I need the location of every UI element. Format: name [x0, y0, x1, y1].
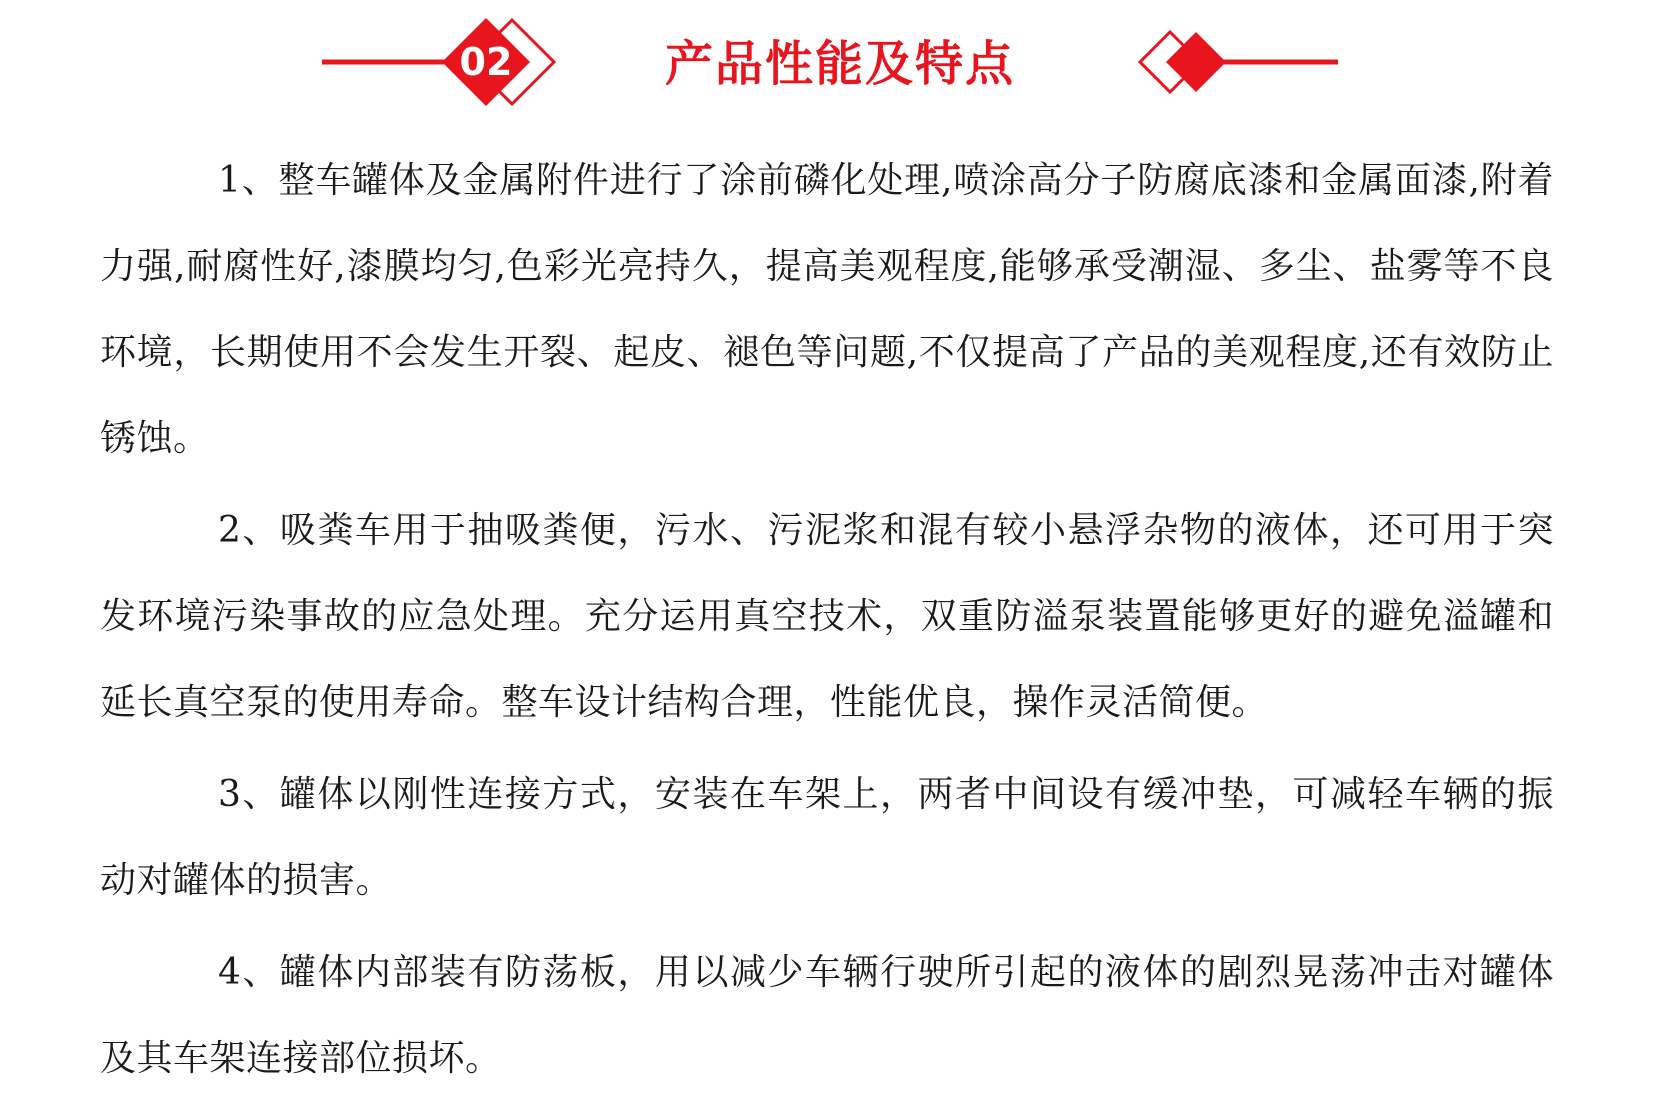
section-header: [0, 0, 1654, 120]
right-filled-diamond: [1166, 32, 1226, 92]
feature-paragraph-2: 2、吸粪车用于抽吸粪便，污水、污泥浆和混有较小悬浮杂物的液体，还可用于突发环境污染事故的应急处理。充分运用真空技术，双重防溢泵装置能够更好的避免溢罐和延长真空泵的使用寿命。整车设计结构合理，性能优良，操作灵活简便。: [100, 510, 1554, 723]
feature-list: [100, 138, 1554, 1108]
section-number: 02: [459, 40, 513, 84]
feature-paragraph-3: 3、罐体以刚性连接方式，安装在车架上，两者中间设有缓冲垫，可减轻车辆的振动对罐体的损害。: [100, 774, 1554, 901]
feature-paragraph-1: 1、整车罐体及金属附件进行了涂前磷化处理,喷涂高分子防腐底漆和金属面漆,附着力强,耐腐性好,漆膜均匀,色彩光亮持久，提高美观程度,能够承受潮湿、多尘、盐雾等不良环境，长期使用不会发生开裂、起皮、褪色等问题,不仅提高了产品的美观程度,还有效防止锈蚀。: [100, 160, 1554, 459]
section-title: 产品性能及特点: [664, 36, 1015, 92]
feature-paragraph-4: 4、罐体内部装有防荡板，用以减少车辆行驶所引起的液体的剧烈晃荡冲击对罐体及其车架连接部位损坏。: [100, 952, 1554, 1079]
